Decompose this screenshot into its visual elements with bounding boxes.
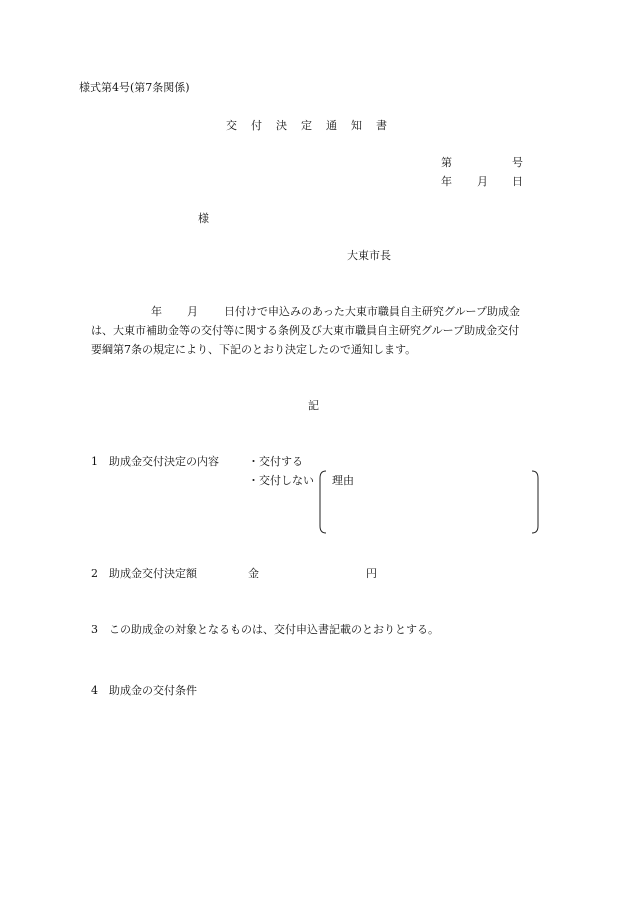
item-4-label: 4 助成金の交付条件 xyxy=(91,684,197,697)
title-char: 付 xyxy=(251,119,262,132)
amount-prefix: 金 xyxy=(248,567,259,580)
addressee-honorific: 様 xyxy=(198,212,209,225)
date-day-label: 日 xyxy=(512,175,523,188)
title-char: 定 xyxy=(301,119,312,132)
form-number: 様式第4号(第7条関係) xyxy=(79,81,190,94)
date-month-label: 月 xyxy=(477,175,488,188)
option-grant: ・交付する xyxy=(248,455,303,468)
date-year-label: 年 xyxy=(441,175,452,188)
item-3-text: 3 この助成金の対象となるものは、交付申込書記載のとおりとする。 xyxy=(91,623,439,636)
option-not-grant: ・交付しない xyxy=(248,474,314,487)
item-2-label: 2 助成金交付決定額 xyxy=(91,567,197,580)
ki-heading: 記 xyxy=(308,399,319,412)
reason-label: 理由 xyxy=(332,474,354,487)
body-text-line-3: 要綱第7条の規定により、下記のとおり決定したので通知します。 xyxy=(91,343,417,356)
title-char: 書 xyxy=(376,119,387,132)
body-month-label: 月 xyxy=(187,305,198,318)
title-char: 知 xyxy=(351,119,362,132)
title-char: 決 xyxy=(276,119,287,132)
item-1-label: 1 助成金交付決定の内容 xyxy=(91,455,219,468)
body-text-line-2: は、大東市補助金等の交付等に関する条例及び大東市職員自主研究グループ助成金交付 xyxy=(91,324,520,337)
title-char: 通 xyxy=(326,119,337,132)
body-text-line-1: 日付けで申込みのあった大東市職員自主研究グループ助成金 xyxy=(224,305,521,318)
document-number-suffix: 号 xyxy=(512,156,523,169)
amount-unit: 円 xyxy=(366,567,377,580)
document-title xyxy=(226,120,401,131)
title-char: 交 xyxy=(226,119,237,132)
document-number-prefix: 第 xyxy=(441,156,452,169)
body-year-label: 年 xyxy=(151,305,162,318)
sender-name: 大東市長 xyxy=(347,249,391,262)
